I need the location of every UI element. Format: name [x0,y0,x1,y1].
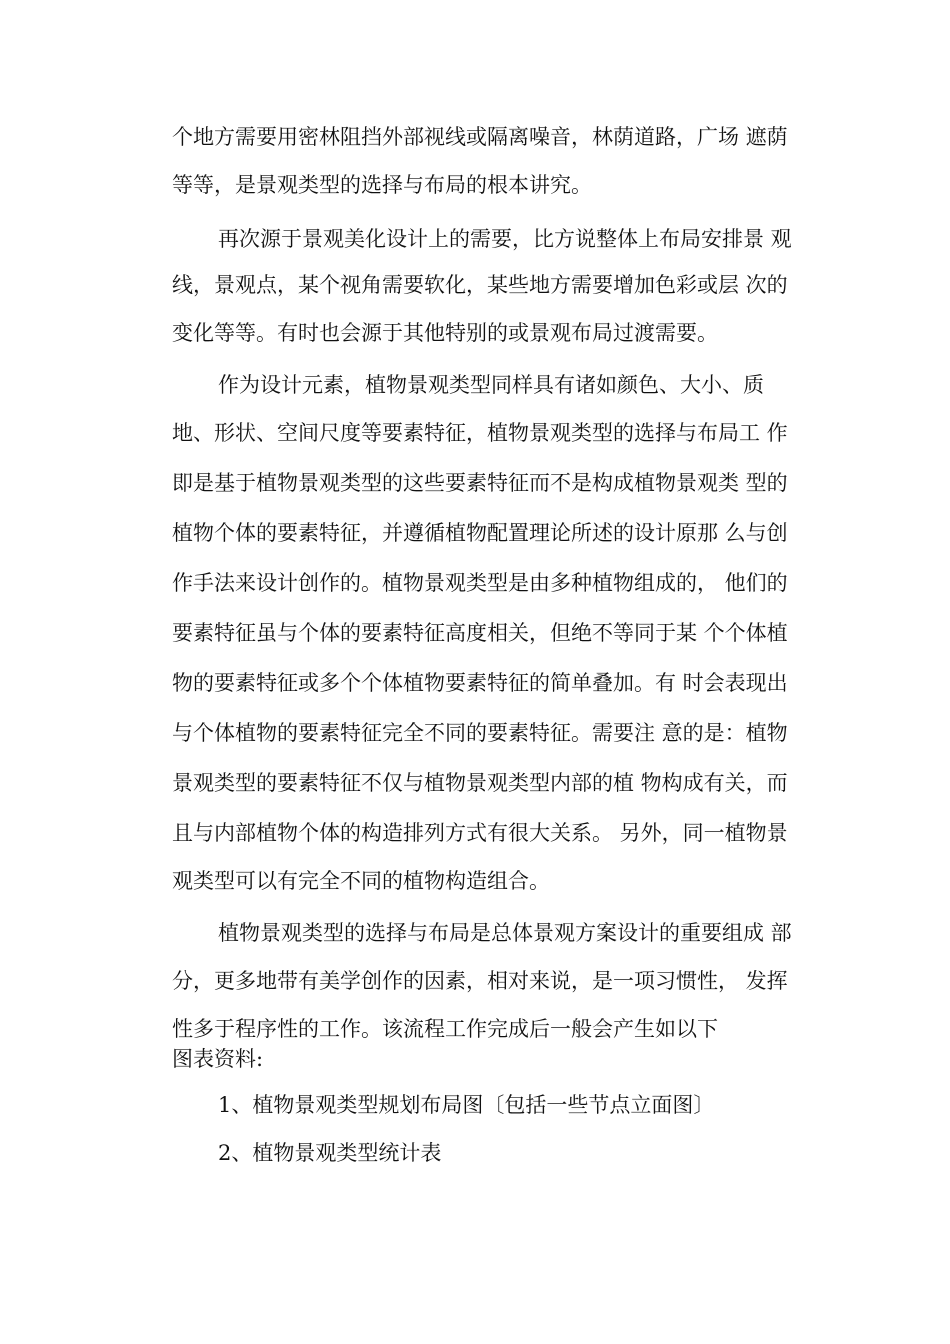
paragraph-line: 与个体植物的要素特征完全不同的要素特征。需要注 意的是：植物 [172,721,788,745]
paragraph-line: 物的要素特征或多个个体植物要素特征的简单叠加。有 时会表现出 [172,671,788,695]
paragraph-line: 等等，是景观类型的选择与布局的根本讲究。 [172,173,592,197]
paragraph-line: 植物景观类型的选择与布局是总体景观方案设计的重要组成 部 [218,921,792,945]
paragraph-line: 要素特征虽与个体的要素特征高度相关，但绝不等同于某 个个体植 [172,621,788,645]
paragraph-line: 作为设计元素，植物景观类型同样具有诸如颜色、大小、质 [218,373,764,397]
paragraph-line: 线，景观点，某个视角需要软化，某些地方需要增加色彩或层 次的 [172,273,788,297]
paragraph-line: 性多于程序性的工作。该流程工作完成后一般会产生如以下 [172,1017,718,1041]
list-item: 2、植物景观类型统计表 [218,1141,442,1165]
paragraph-line: 作手法来设计创作的。植物景观类型是由多种植物组成的， 他们的 [172,571,788,595]
paragraph-line: 再次源于景观美化设计上的需要，比方说整体上布局安排景 观 [218,227,792,251]
paragraph-line: 地、形状、空间尺度等要素特征，植物景观类型的选择与布局工 作 [172,421,788,445]
paragraph-line: 分，更多地带有美学创作的因素，相对来说，是一项习惯性， 发挥 [172,969,788,993]
paragraph-line: 植物个体的要素特征，并遵循植物配置理论所述的设计原那 么与创 [172,521,788,545]
paragraph-line: 图表资料: [172,1047,264,1071]
paragraph-line: 观类型可以有完全不同的植物构造组合。 [172,869,550,893]
paragraph-line: 且与内部植物个体的构造排列方式有很大关系。 另外，同一植物景 [172,821,788,845]
paragraph-line: 景观类型的要素特征不仅与植物景观类型内部的植 物构成有关，而 [172,771,788,795]
paragraph-line: 个地方需要用密林阻挡外部视线或隔离噪音，林荫道路，广场 遮荫 [172,125,788,149]
paragraph-line: 即是基于植物景观类型的这些要素特征而不是构成植物景观类 型的 [172,471,788,495]
list-item: 1、植物景观类型规划布局图〔包括一些节点立面图〕 [218,1093,715,1117]
paragraph-line: 变化等等。有时也会源于其他特别的或景观布局过渡需要。 [172,321,718,345]
